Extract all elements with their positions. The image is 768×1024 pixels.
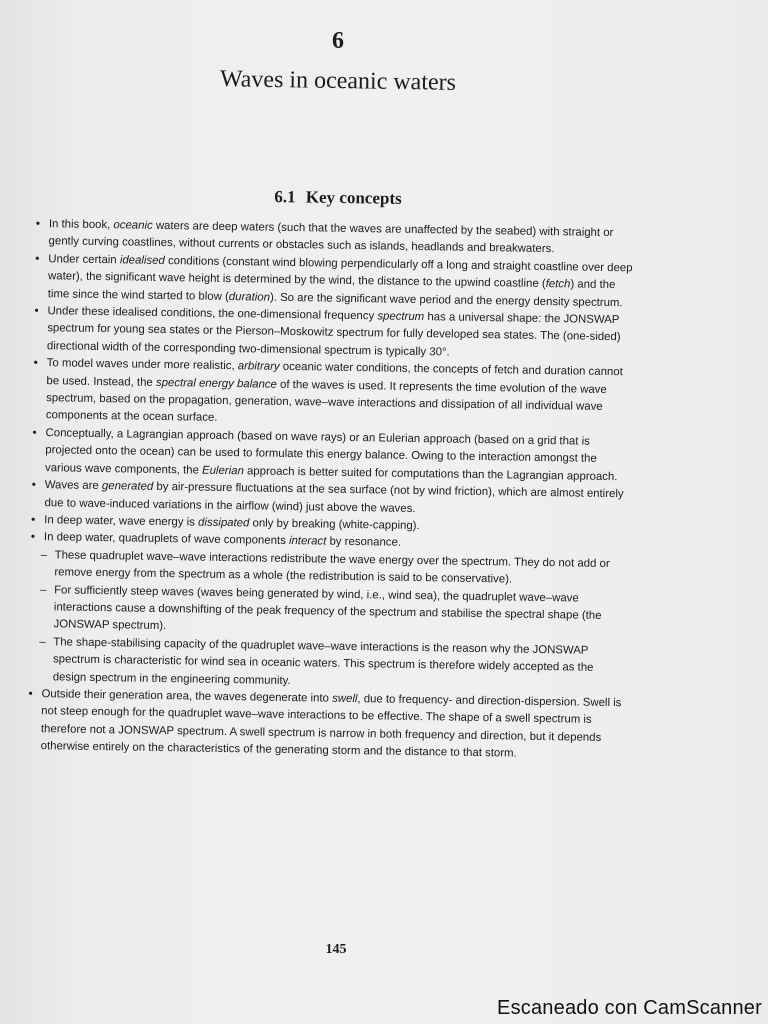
text-run: Under certain xyxy=(48,253,120,267)
text-run: oceanic water conditions, the concepts of fetch and duration cannot be used. Instead, the xyxy=(46,361,623,389)
section-heading xyxy=(0,183,676,212)
dash-marker: – xyxy=(40,548,48,561)
text-run: conditions (constant wind blowing perpendicularly off a long and straight coastline over deep water), the significant wave height is determined by the wind, the distance to the upwind coastline ( xyxy=(47,254,633,291)
bullet-marker: • xyxy=(35,252,40,265)
text-run: In deep water, quadruplets of wave components xyxy=(43,531,290,548)
emphasized-term: arbitrary xyxy=(237,360,280,374)
text-run: waters are deep waters (such that the waves are unaffected by the seabed) with straight or gently curving coastlines, without currents or obstacles such as islands, headlands and breakwaters. xyxy=(48,219,614,256)
dash-marker: – xyxy=(40,583,47,596)
emphasized-term: interact xyxy=(288,535,327,548)
emphasized-term: fetch xyxy=(545,278,571,291)
bullet-marker: • xyxy=(31,479,36,492)
text-run: Conceptually, a Lagrangian approach (based on wave rays) or an Eulerian approach (based on a grid that is projected onto the ocean) can be used to formulate this energy balance. Owing to the interaction amongst the various wave components, the xyxy=(44,427,597,477)
bullet-marker: • xyxy=(32,426,37,439)
emphasized-term: duration xyxy=(228,290,271,304)
emphasized-term: oceanic xyxy=(113,219,153,232)
bullet-item xyxy=(28,686,629,765)
emphasized-term: dissipated xyxy=(197,516,250,530)
bullet-item xyxy=(32,425,633,487)
text-run: by air-pressure fluctuations at the sea surface (not by wind friction), which are almost entirely due to wave-induced variations in the airflow (wind) just above the waves. xyxy=(44,480,624,515)
text-run: of the waves is used. It represents the time evolution of the wave spectrum, based on the propagation, generation, wave–wave interactions and dissipation of all individual wave components at the ocean surface. xyxy=(45,378,607,425)
text-run: , due to frequency- and direction-dispersion. Swell is not steep enough for the quadruplet wave–wave interactions to be effective. The shape of a swell spectrum is therefore not a JONSWAP spectrum. A swell spectrum is narrow in both frequency and direction, but it depends otherwise entirely on the characteristics of the generating storm and the distance to that storm. xyxy=(40,693,622,760)
text-run: ). So are the significant wave period and the energy density spectrum. xyxy=(269,291,623,309)
text-run: approach is better suited for computations than the Lagrangian approach. xyxy=(243,464,618,483)
emphasized-term: spectral energy balance xyxy=(155,376,277,391)
chapter-number: 6 xyxy=(332,28,344,54)
text-run: The shape-stabilising capacity of the quadruplet wave–wave interactions is the reason why the JONSWAP spectrum is characteristic for wind sea in oceanic waters. This spectrum is therefore widely accepted as the design spectrum in the engineering community. xyxy=(52,636,594,687)
chapter-title: Waves in oceanic waters xyxy=(219,66,457,96)
text-run: Under these idealised conditions, the one-dimensional frequency xyxy=(47,305,378,323)
emphasized-term: swell xyxy=(332,692,358,706)
dash-marker: – xyxy=(39,635,46,648)
emphasized-term: idealised xyxy=(119,254,165,267)
text-run: Waves are xyxy=(44,479,103,493)
text-run: In deep water, wave energy is xyxy=(44,514,199,529)
text-run: These quadruplet wave–wave interactions redistribute the wave energy over the spectrum. They do not add or remove energy from the spectrum as a whole (the redistribution is said to be conservative). xyxy=(54,549,610,586)
bullet-marker: • xyxy=(31,513,36,526)
bullet-item xyxy=(33,355,634,434)
text-run: has a universal shape: the JONSWAP spectrum for young sea states or the Pierson–Moskowitz spectrum for fully developed sea states. The (one-sided) directional width of the corresponding two-dimensional spectrum is typically 30°. xyxy=(46,311,621,359)
text-run: In this book, xyxy=(48,218,114,232)
emphasized-term: generated xyxy=(101,480,154,493)
sub-bullet-item xyxy=(29,634,630,696)
camscanner-watermark: Escaneado con CamScanner xyxy=(497,997,762,1019)
bullet-marker: • xyxy=(30,531,36,544)
emphasized-term: Eulerian xyxy=(201,464,244,477)
text-run: For sufficiently steep waves (waves being generated by wind, i.e., wind sea), the quadruplet wave–wave interactions cause a downshifting of the peak frequency of the spectrum and stabilise the spectral shape (the JONSWAP spectrum). xyxy=(53,583,602,633)
bullet-item xyxy=(35,251,636,313)
page-number: 145 xyxy=(325,942,347,957)
bullet-marker: • xyxy=(35,217,40,231)
bullet-marker: • xyxy=(34,305,39,318)
text-run: To model waves under more realistic, xyxy=(46,357,238,373)
bullet-marker: • xyxy=(33,357,38,370)
bullet-marker: • xyxy=(28,687,33,700)
section-number: 6.1 xyxy=(274,187,296,207)
key-concepts-list xyxy=(28,216,636,765)
text-run: Outside their generation area, the waves degenerate into xyxy=(41,688,333,705)
text-run: only by breaking (white-capping). xyxy=(249,517,420,532)
text-run: by resonance. xyxy=(326,535,402,550)
bullet-item xyxy=(34,303,635,365)
emphasized-term: spectrum xyxy=(377,310,425,324)
section-title: Key concepts xyxy=(305,187,402,208)
sub-bullet-item xyxy=(29,581,630,643)
text-run: ) and the time since the wind started to blow ( xyxy=(47,278,616,303)
